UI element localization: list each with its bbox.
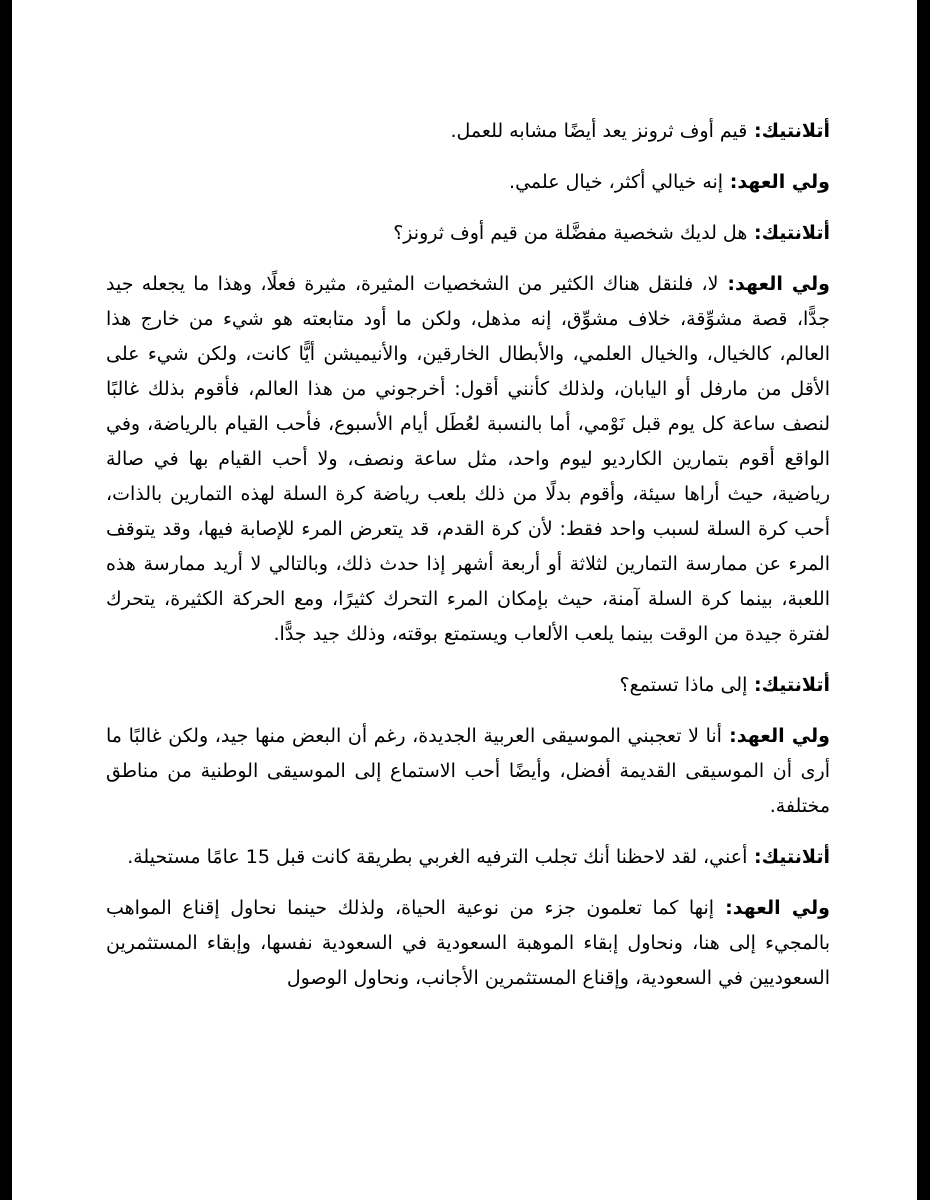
speaker-label: ولي العهد: [729, 171, 830, 193]
paragraph-text: لا، فلنقل هناك الكثير من الشخصيات المثيرة، مثيرة فعلًا، وهذا ما يجعله جيد جدًّا، قصة مشوِّقة، خلاف مشوِّق، إنه مذهل، ولكن ما أود متابعته هو شيء من خارج هذا العالم، كالخيال، والخيال العلمي، والأبطال الخارقين، والأنيميشن أيًّا كانت، ولكن شيء على الأقل من مارفل أو اليابان، ولذلك كأنني أقول: أخرجوني من هذا العالم، فأقوم بذلك غالبًا لنصف ساعة كل يوم قبل نَوْمي، أما بالنسبة لعُطَل أيام الأسبوع، فأحب القيام بالرياضة، وفي الواقع أقوم بتمارين الكارديو ليوم واحد، مثل ساعة ونصف، ولا أحب القيام بها في صالة رياضية، حيث أراها سيئة، وأقوم بدلًا من ذلك بلعب رياضة كرة السلة لهذه التمارين بالذات، أحب كرة السلة لسبب واحد فقط: لأن كرة القدم، قد يتعرض المرء للإصابة فيها، وقد يتوقف المرء عن ممارسة التمارين لثلاثة أو أربعة أشهر إذا حدث ذلك، وبالتالي لا أريد ممارسة هذه اللعبة، بينما كرة السلة آمنة، حيث بإمكان المرء التحرك كثيرًا، ومع الحركة الكثيرة، يتحرك لفترة جيدة من الوقت بينما يلعب الألعاب ويستمتع بوقته، وذلك جيد جدًّا. [106, 273, 830, 645]
paragraph [106, 114, 830, 149]
paragraph-text: إنها كما تعلمون جزء من نوعية الحياة، ولذلك حينما نحاول إقناع المواهب بالمجيء إلى هنا، ونحاول إبقاء الموهبة السعودية في السعودية نفسها، وإبقاء المستثمرين السعوديين في السعودية، وإقناع المستثمرين الأجانب، ونحاول الوصول [106, 897, 830, 989]
paragraph [106, 216, 830, 251]
paragraph-text: أنا لا تعجبني الموسيقى العربية الجديدة، رغم أن البعض منها جيد، ولكن غالبًا ما أرى أن الموسيقى القديمة أفضل، وأيضًا أحب الاستماع إلى الموسيقى الوطنية من مناطق مختلفة. [106, 725, 830, 817]
paragraph [106, 719, 830, 824]
speaker-label: ولي العهد: [725, 897, 830, 919]
speaker-label: ولي العهد: [729, 725, 830, 747]
paragraph-text: هل لديك شخصية مفضَّلة من قيم أوف ثرونز؟ [393, 222, 748, 244]
paragraph-text: أعني، لقد لاحظنا أنك تجلب الترفيه الغربي بطريقة كانت قبل 15 عامًا مستحيلة. [127, 846, 748, 868]
paragraph-text: إلى ماذا تستمع؟ [619, 674, 748, 696]
paragraph [106, 668, 830, 703]
transcript-body [106, 114, 830, 1012]
paragraph [106, 840, 830, 875]
paragraph-text: قيم أوف ثرونز يعد أيضًا مشابه للعمل. [450, 120, 748, 142]
speaker-label: أتلانتيك: [753, 846, 830, 868]
speaker-label: أتلانتيك: [753, 222, 830, 244]
speaker-label: أتلانتيك: [753, 120, 830, 142]
paragraph [106, 165, 830, 200]
document-page [12, 0, 917, 1200]
paragraph [106, 267, 830, 652]
speaker-label: ولي العهد: [727, 273, 830, 295]
paragraph [106, 891, 830, 996]
speaker-label: أتلانتيك: [753, 674, 830, 696]
paragraph-text: إنه خيالي أكثر، خيال علمي. [509, 171, 724, 193]
